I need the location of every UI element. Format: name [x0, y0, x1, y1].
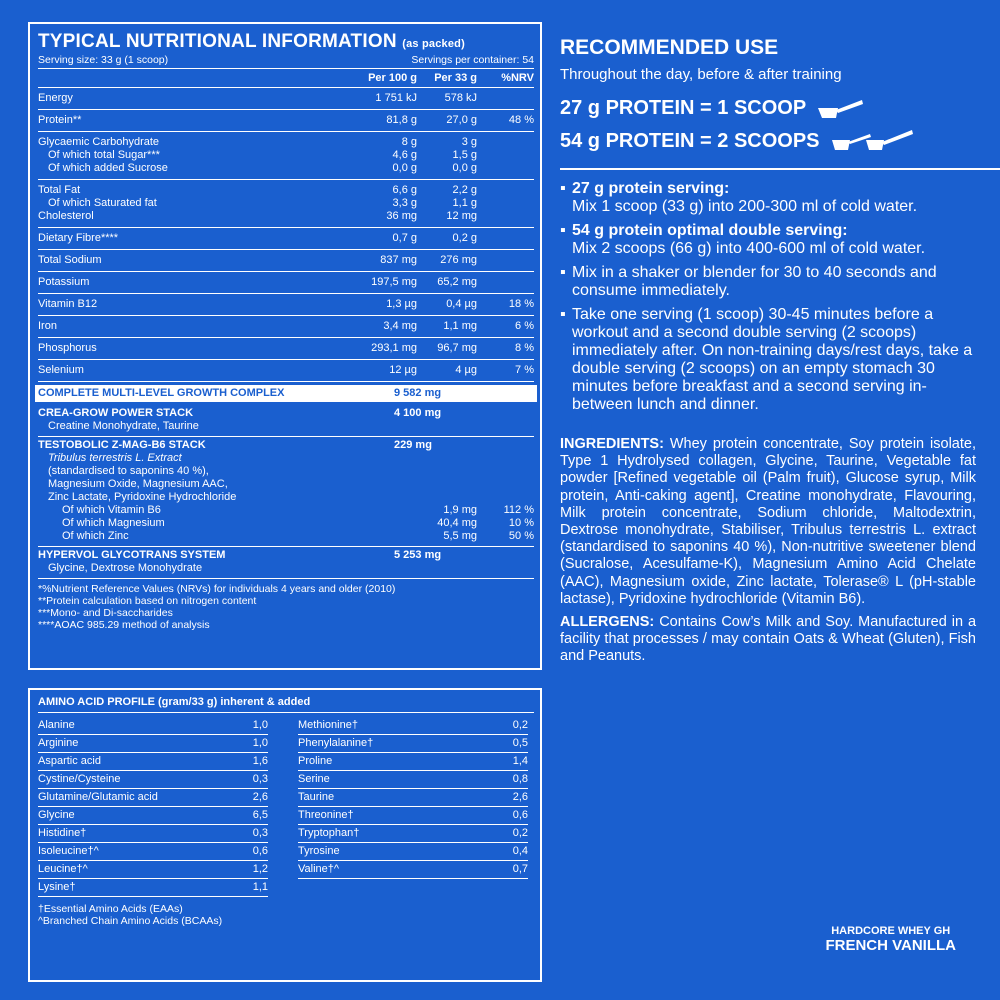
nutrition-row: Selenium 12 µg 4 µg 7 % [38, 360, 534, 382]
servings-per-container: Servings per container: 54 [411, 54, 534, 66]
amino-row: Aspartic acid 1,6 [38, 753, 268, 771]
amino-row: Isoleucine†^ 0,6 [38, 843, 268, 861]
amino-row: Glutamine/Glutamic acid 2,6 [38, 789, 268, 807]
amino-footnote: †Essential Amino Acids (EAAs) [38, 903, 183, 915]
footnote: **Protein calculation based on nitrogen content [38, 595, 257, 607]
instruction-item: ▪ Mix in a shaker or blender for 30 to 40 seconds and consume immediately. [560, 264, 976, 300]
footnote: *%Nutrient Reference Values (NRVs) for individuals 4 years and older (2010) [38, 583, 396, 595]
amino-row: Leucine†^ 1,2 [38, 861, 268, 879]
nutrition-row: Potassium 197,5 mg 65,2 mg [38, 272, 534, 294]
amino-row: Proline 1,4 [298, 753, 528, 771]
divider [560, 168, 1000, 170]
amino-column-left [38, 717, 268, 897]
amino-row: Threonine† 0,6 [298, 807, 528, 825]
serving-info [38, 54, 534, 69]
scoop-icon [816, 98, 864, 120]
amino-row: Valine†^ 0,7 [298, 861, 528, 879]
serving-size: Serving size: 33 g (1 scoop) [38, 54, 169, 66]
nutrition-row: Of which added Sucrose 0,0 g 0,0 g [38, 162, 534, 180]
instruction-item: ▪ 54 g protein optimal double serving: Mix 2 scoops (66 g) into 400-600 ml of cold water. [560, 222, 976, 258]
amino-row: Arginine 1,0 [38, 735, 268, 753]
nutrition-row: Dietary Fibre**** 0,7 g 0,2 g [38, 228, 534, 250]
amino-row: Tyrosine 0,4 [298, 843, 528, 861]
nutrition-row: Glycaemic Carbohydrate 8 g 3 g [38, 136, 477, 148]
amino-row: Cystine/Cysteine 0,3 [38, 771, 268, 789]
nutrition-title: TYPICAL NUTRITIONAL INFORMATION (as packed) [38, 31, 465, 52]
footnote: ****AOAC 985.29 method of analysis [38, 619, 210, 631]
testobolic-block: TESTOBOLIC Z-MAG-B6 STACK 229 mg Tribulus terrestris L. Extract (standardised to saponins 40 %), Magnesium Oxide, Magnesium AAC, Zinc Lactate, Pyridoxine Hydrochloride Of which Vitamin B6 1,9 mg 112 % Of which Magnesium 40,4 mg 10 % Of which Zinc 5,5 mg 50 % [38, 437, 534, 547]
amino-row: Histidine† 0,3 [38, 825, 268, 843]
amino-row: Alanine 1,0 [38, 717, 268, 735]
nutrition-row: Of which total Sugar*** 4,6 g 1,5 g [48, 149, 477, 161]
allergens-text: ALLERGENS: Contains Cow’s Milk and Soy. Manufactured in a facility that processes / may contain Oats & Wheat (Gluten), Fish and Peanuts. [560, 614, 977, 665]
nutrition-row: Vitamin B12 1,3 µg 0,4 µg 18 % [38, 294, 534, 316]
testobolic-subrow: Of which Magnesium 40,4 mg 10 % [62, 517, 534, 529]
growth-complex-row: COMPLETE MULTI-LEVEL GROWTH COMPLEX 9 582 mg [35, 385, 537, 402]
amino-title: AMINO ACID PROFILE (gram/33 g) inherent & added [38, 696, 534, 713]
instruction-item: ▪ Take one serving (1 scoop) 30-45 minutes before a workout and a second double serving (2 scoops) immediately after. On non-training days/rest days, take a double serving (2 scoops) on an empty stomach 30 minutes before breakfast and a second serving in-between lunch and dinner. [560, 306, 976, 414]
product-name: HARDCORE WHEY GH FRENCH VANILLA [825, 925, 956, 954]
nutrition-rows [38, 88, 534, 382]
two-scoops-line: 54 g PROTEIN = 2 SCOOPS [560, 128, 976, 154]
table-header: Per 100 g Per 33 g %NRV [38, 72, 534, 88]
amino-row: Glycine 6,5 [38, 807, 268, 825]
crea-grow-block: CREA-GROW POWER STACK 4 100 mg Creatine Monohydrate, Taurine [38, 405, 534, 437]
amino-row: Serine 0,8 [298, 771, 528, 789]
nutrition-row: Total Sodium 837 mg 276 mg [38, 250, 534, 272]
two-scoops-icon [830, 128, 916, 154]
amino-row: Phenylalanine† 0,5 [298, 735, 528, 753]
testobolic-subrow: Of which Zinc 5,5 mg 50 % [62, 530, 534, 542]
amino-row: Tryptophan† 0,2 [298, 825, 528, 843]
recommended-subtitle: Throughout the day, before & after training [560, 66, 842, 83]
footnote: ***Mono- and Di-saccharides [38, 607, 173, 619]
amino-row: Taurine 2,6 [298, 789, 528, 807]
recommended-title: RECOMMENDED USE [560, 36, 779, 59]
ingredients-text: INGREDIENTS: Whey protein concentrate, Soy protein isolate, Type 1 Hydrolysed collagen, Glycine, Taurine, Vegetable fat powder [Refined vegetable oil (Palm fruit), Glucose syrup, Milk protein, Anti-caking agent], Creatine monohydrate, Flavouring, Milk protein concentrate, Sodium chloride, Maltodextrin, Dextrose monohydrate, Stabiliser, Tribulus terrestris L. extract (standardised to saponins 40 %), Non-nutritive sweetener blend (Sucralose, Acesulfame-K), Magnesium Amino Acid Chelate (AAC), Magnesium oxide, Zinc lactate, Tolerase® L (pH-stable lactase), Pyridoxine hydrochloride (Vitamin B6). [560, 436, 976, 607]
nutrition-row: Cholesterol 36 mg 12 mg [38, 210, 534, 228]
amino-footnote: ^Branched Chain Amino Acids (BCAAs) [38, 915, 223, 927]
nutrition-row: Iron 3,4 mg 1,1 mg 6 % [38, 316, 534, 338]
instruction-item: ▪ 27 g protein serving: Mix 1 scoop (33 g) into 200-300 ml of cold water. [560, 180, 976, 216]
amino-row: Methionine† 0,2 [298, 717, 528, 735]
amino-row: Lysine† 1,1 [38, 879, 268, 897]
nutrition-row: Protein** 81,8 g 27,0 g 48 % [38, 110, 534, 132]
nutrition-row: Phosphorus 293,1 mg 96,7 mg 8 % [38, 338, 534, 360]
amino-acid-panel [28, 688, 542, 982]
nutrition-panel [28, 22, 542, 670]
recommended-use-section [560, 36, 976, 666]
nutrition-row: Of which Saturated fat 3,3 g 1,1 g [48, 197, 477, 209]
testobolic-subrow: Of which Vitamin B6 1,9 mg 112 % [62, 504, 534, 516]
hypervol-block: HYPERVOL GLYCOTRANS SYSTEM 5 253 mg Glycine, Dextrose Monohydrate [38, 547, 534, 579]
one-scoop-line: 27 g PROTEIN = 1 SCOOP [560, 97, 976, 120]
nutrition-row: Total Fat 6,6 g 2,2 g [38, 184, 477, 196]
amino-column-right [298, 717, 528, 897]
nutrition-row: Energy 1 751 kJ 578 kJ [38, 88, 534, 110]
